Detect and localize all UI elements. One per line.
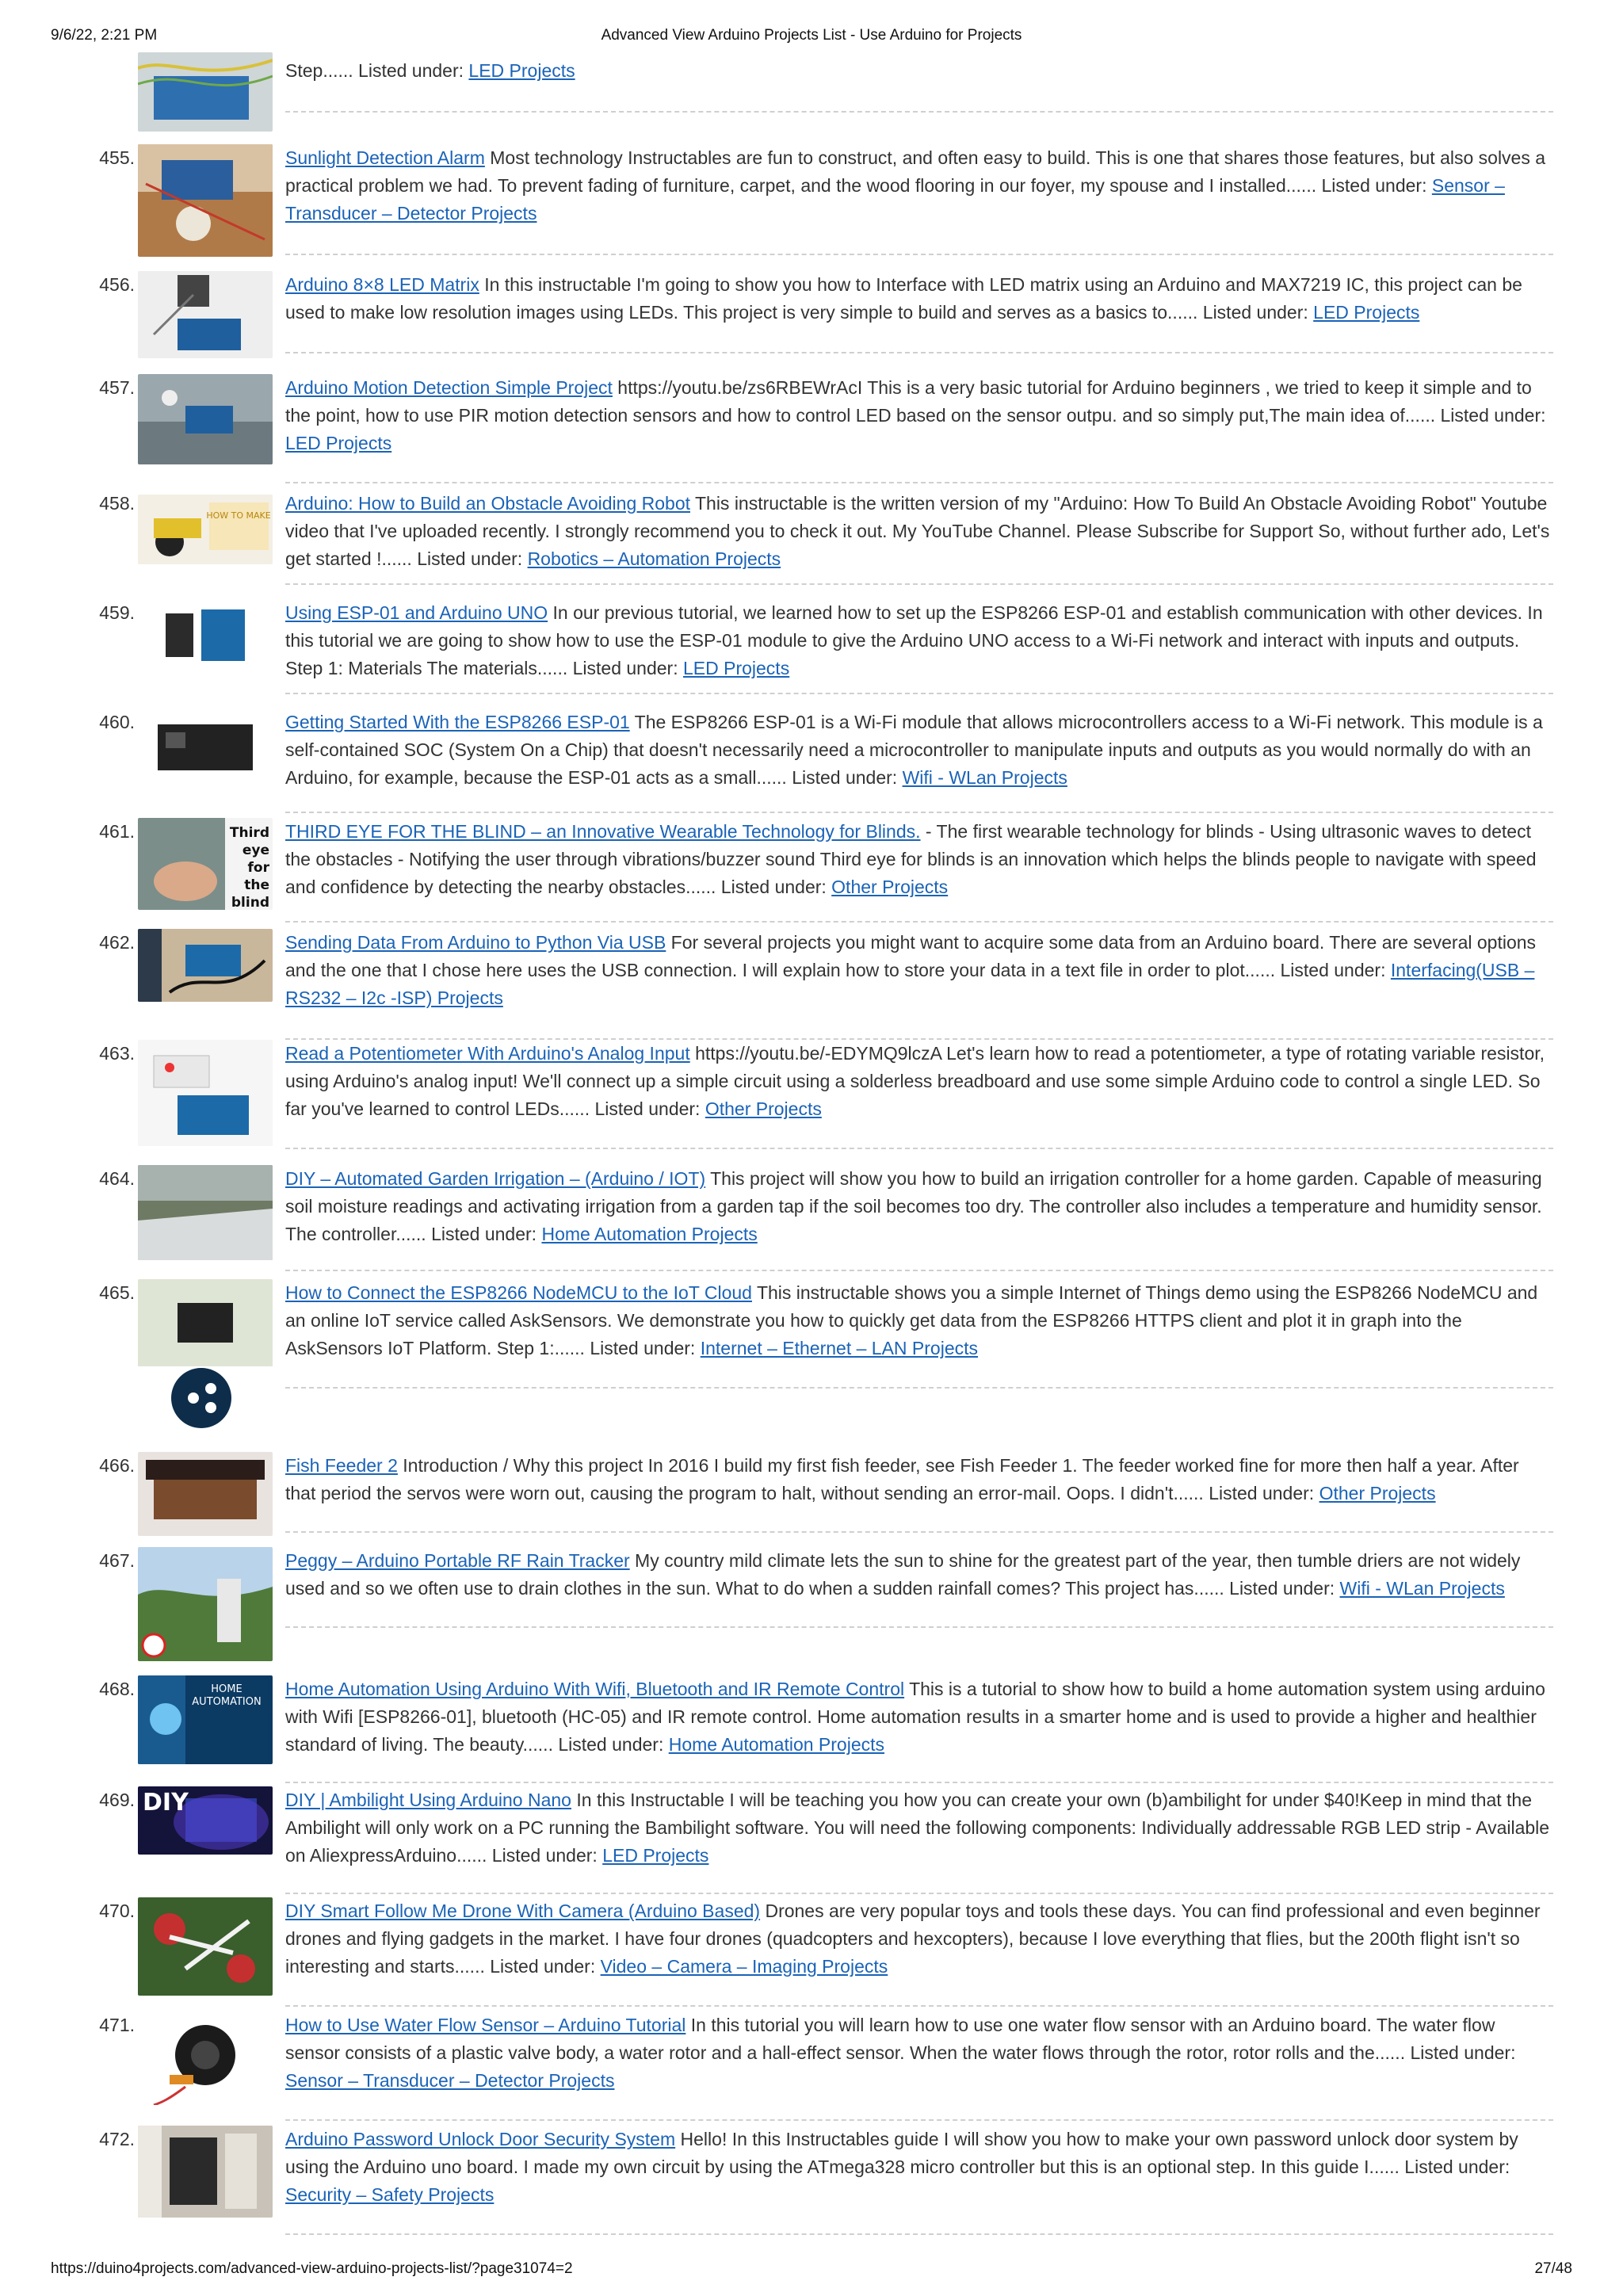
separator bbox=[285, 254, 1553, 255]
project-title-link[interactable]: DIY | Ambilight Using Arduino Nano bbox=[285, 1790, 571, 1810]
project-title-link[interactable]: Arduino 8×8 LED Matrix bbox=[285, 274, 479, 295]
item-text: DIY Smart Follow Me Drone With Camera (Arduino Based) Drones are very popular toys and tools these days. You can find professional and even beginner drones and flying gadgets in the market. I have four drones (quadcopters and hexcopters), because I love everything that flies, but the 200th flight isn't so interesting and starts...... Listed under: Video – Camera – Imaging Projects bbox=[285, 1901, 1541, 1977]
item-text: Fish Feeder 2 Introduction / Why this project In 2016 I build my first fish feeder, see Fish Feeder 1. The feeder worked fine for more then half a year. After that period the servos were worn out, causing the program to halt, without sending an error-mail. Oops. I didn't...... Listed under: Other Projects bbox=[285, 1455, 1519, 1503]
separator bbox=[285, 352, 1553, 353]
category-link[interactable]: LED Projects bbox=[285, 433, 392, 453]
item-number: 461. bbox=[99, 821, 135, 842]
item-number: 467. bbox=[99, 1550, 135, 1571]
print-url: https://duino4projects.com/advanced-view-arduino-projects-list/?page31074=2 bbox=[51, 2260, 573, 2277]
item-text: Home Automation Using Arduino With Wifi, Bluetooth and IR Remote Control This is a tutorial to show how to build a home automation system using arduino with Wifi [ESP8266-01], bluetooth (HC-05) and IR remote control. Home automation results in a smarter home and is used to provide a higher and healthier standard of living. The beauty...... Listed under: Home Automation Projects bbox=[285, 1679, 1545, 1755]
separator bbox=[285, 1626, 1553, 1628]
item-text: Arduino: How to Build an Obstacle Avoiding Robot This instructable is the written version of my "Arduino: How To Build An Obstacle Avoiding Robot" Youtube video that I've uploaded recently. I strongly recommend you to check it out. My YouTube Channel. Please Subscribe for Support So, without further ado, Let's get started !...... Listed under: Robotics – Automation Projects bbox=[285, 493, 1550, 569]
project-thumbnail[interactable] bbox=[138, 716, 273, 778]
project-title-link[interactable]: Using ESP-01 and Arduino UNO bbox=[285, 602, 548, 623]
category-link[interactable]: Wifi - WLan Projects bbox=[902, 767, 1067, 788]
category-link[interactable]: Other Projects bbox=[831, 877, 949, 897]
project-thumbnail[interactable] bbox=[138, 271, 273, 358]
print-date: 9/6/22, 2:21 PM bbox=[51, 27, 158, 44]
project-thumbnail[interactable] bbox=[138, 606, 273, 667]
item-number: 457. bbox=[99, 377, 135, 398]
separator bbox=[285, 482, 1553, 483]
project-title-link[interactable]: How to Connect the ESP8266 NodeMCU to the IoT Cloud bbox=[285, 1282, 752, 1303]
category-link[interactable]: Sensor – Transducer – Detector Projects bbox=[285, 2070, 615, 2091]
separator bbox=[285, 1387, 1553, 1389]
separator bbox=[285, 2005, 1553, 2007]
project-title-link[interactable]: Home Automation Using Arduino With Wifi, Bluetooth and IR Remote Control bbox=[285, 1679, 905, 1699]
project-thumbnail[interactable] bbox=[138, 1897, 273, 1996]
item-number: 455. bbox=[99, 147, 135, 168]
project-thumbnail[interactable] bbox=[138, 144, 273, 257]
category-link[interactable]: LED Projects bbox=[468, 60, 575, 81]
separator bbox=[285, 111, 1553, 113]
item-text: DIY | Ambilight Using Arduino Nano In this Instructable I will be teaching you how you can create your own (b)ambilight for under $40!Keep in mind that the Ambilight will only work on a PC running the Bambilight software. You will need the following components: Individually addressable RGB LED strip - Available on AliexpressArduino...... Listed under: LED Projects bbox=[285, 1790, 1550, 1866]
project-title-link[interactable]: THIRD EYE FOR THE BLIND – an Innovative Wearable Technology for Blinds. bbox=[285, 821, 921, 842]
item-number: 456. bbox=[99, 274, 135, 295]
thumbnail-caption: DIY bbox=[143, 1789, 189, 1817]
item-text: Step...... Listed under: LED Projects bbox=[285, 60, 575, 81]
project-thumbnail[interactable] bbox=[138, 1165, 273, 1260]
project-title-link[interactable]: Arduino Password Unlock Door Security System bbox=[285, 2129, 676, 2149]
category-link[interactable]: Sensor – Transducer – Detector Projects bbox=[285, 175, 1505, 223]
category-link[interactable]: Home Automation Projects bbox=[541, 1224, 758, 1244]
print-page-title: Advanced View Arduino Projects List - Use Arduino for Projects bbox=[601, 27, 1022, 44]
separator bbox=[285, 1270, 1553, 1271]
project-title-link[interactable]: Getting Started With the ESP8266 ESP-01 bbox=[285, 712, 630, 732]
project-thumbnail[interactable] bbox=[138, 1452, 273, 1536]
item-number: 471. bbox=[99, 2015, 135, 2035]
item-number: 468. bbox=[99, 1679, 135, 1699]
item-text: Getting Started With the ESP8266 ESP-01 The ESP8266 ESP-01 is a Wi-Fi module that allows microcontrollers access to a Wi-Fi network. This module is a self-contained SOC (System On a Chip) that doesn't necessarily need a microcontroller to manipulate inputs and outputs as you would normally do with an Arduino, for example, because the ESP-01 acts as a small...... Listed under: Wifi - WLan Projects bbox=[285, 712, 1543, 788]
separator bbox=[285, 2233, 1553, 2235]
separator bbox=[285, 921, 1553, 923]
item-number: 470. bbox=[99, 1901, 135, 1921]
category-link[interactable]: Other Projects bbox=[705, 1098, 822, 1119]
item-text: Arduino Password Unlock Door Security System Hello! In this Instructables guide I will show you how to make your own password unlock door system by using the Arduino uno board. I made my own circuit by using the ATmega328 micro controller but this is an optional step. In this guide I...... Listed under: Security – Safety Projects bbox=[285, 2129, 1518, 2205]
item-text: Arduino Motion Detection Simple Project https://youtu.be/zs6RBEWrAcI This is a very basic tutorial for Arduino beginners , we tried to keep it simple and to the point, how to use PIR motion detection sensors and how to control LED based on the sensor outpu. and so simply put,The main idea of...... Listed under: LED Projects bbox=[285, 377, 1546, 453]
svg-text:HOW TO MAKE: HOW TO MAKE bbox=[206, 510, 271, 521]
item-text: THIRD EYE FOR THE BLIND – an Innovative Wearable Technology for Blinds. - The first wearable technology for blinds - Using ultrasonic waves to detect the obstacles - Notifying the user through vibrations/buzzer sound Third eye for blinds is an innovation which helps the blinds people to navigate with speed and confidence by detecting the nearby obstacles...... Listed under: Other Projects bbox=[285, 821, 1537, 897]
project-title-link[interactable]: Peggy – Arduino Portable RF Rain Tracker bbox=[285, 1550, 630, 1571]
item-text: Read a Potentiometer With Arduino's Analog Input https://youtu.be/-EDYMQ9lczA Let's learn how to read a potentiometer, a type of rotating variable resistor, using Arduino's analog input! We'll connect up a simple circuit using a solderless breadboard and use some simple Arduino code to control a single LED. So far you've learned to control LEDs...... Listed under: Other Projects bbox=[285, 1043, 1545, 1119]
item-number: 462. bbox=[99, 932, 135, 953]
item-number: 466. bbox=[99, 1455, 135, 1476]
project-thumbnail[interactable] bbox=[138, 1279, 273, 1435]
item-number: 464. bbox=[99, 1168, 135, 1189]
category-link[interactable]: LED Projects bbox=[602, 1845, 709, 1866]
separator bbox=[285, 693, 1553, 694]
thumbnail-caption: HOME AUTOMATION bbox=[192, 1683, 262, 1708]
print-page-number: 27/48 bbox=[1534, 2260, 1572, 2277]
category-link[interactable]: LED Projects bbox=[682, 658, 790, 678]
project-title-link[interactable]: How to Use Water Flow Sensor – Arduino Tutorial bbox=[285, 2015, 686, 2035]
item-number: 458. bbox=[99, 493, 135, 514]
print-header bbox=[51, 27, 1572, 49]
separator bbox=[285, 812, 1553, 813]
project-thumbnail[interactable] bbox=[138, 929, 273, 1002]
item-number: 459. bbox=[99, 602, 135, 623]
item-number: 469. bbox=[99, 1790, 135, 1810]
item-text: Using ESP-01 and Arduino UNO In our previous tutorial, we learned how to set up the ESP8266 ESP-01 and establish communication with other devices. In this tutorial we are going to show how to use the ESP-01 module to give the Arduino UNO access to a Wi-Fi network and interact with inputs and outputs. Step 1: Materials The materials...... Listed under: LED Projects bbox=[285, 602, 1543, 678]
project-thumbnail[interactable] bbox=[138, 1786, 273, 1855]
item-text: How to Use Water Flow Sensor – Arduino Tutorial In this tutorial you will learn how to use one water flow sensor with an Arduino board. The water flow sensor consists of a plastic valve body, a water rotor and a hall-effect sensor. When the water flows through the rotor, rotor rolls and the...... Listed under: Sensor – Transducer – Detector Projects bbox=[285, 2015, 1516, 2091]
project-thumbnail[interactable] bbox=[138, 495, 273, 564]
project-thumbnail[interactable] bbox=[138, 374, 273, 464]
item-number: 460. bbox=[99, 712, 135, 732]
category-link[interactable]: Video – Camera – Imaging Projects bbox=[600, 1956, 888, 1977]
category-link[interactable]: Internet – Ethernet – LAN Projects bbox=[700, 1338, 979, 1358]
category-link[interactable]: Security – Safety Projects bbox=[285, 2184, 495, 2205]
item-text: Arduino 8×8 LED Matrix In this instructable I'm going to show you how to Interface with LED matrix using an Arduino and MAX7219 IC, this project can be used to make low resolution images using LEDs. This project is very simple to build and serves as a basics to...... Listed under: LED Projects bbox=[285, 274, 1522, 323]
category-link[interactable]: Home Automation Projects bbox=[668, 1734, 885, 1755]
project-thumbnail[interactable] bbox=[138, 2011, 273, 2105]
category-link[interactable]: Robotics – Automation Projects bbox=[527, 548, 781, 569]
separator bbox=[285, 1148, 1553, 1149]
project-thumbnail[interactable] bbox=[138, 1040, 273, 1146]
category-link[interactable]: Interfacing(USB – RS232 – I2c -ISP) Projects bbox=[285, 960, 1535, 1008]
item-number: 472. bbox=[99, 2129, 135, 2149]
project-title-link[interactable]: Read a Potentiometer With Arduino's Analog Input bbox=[285, 1043, 690, 1064]
project-thumbnail[interactable] bbox=[138, 1547, 273, 1661]
project-title-link[interactable]: Fish Feeder 2 bbox=[285, 1455, 398, 1476]
separator bbox=[285, 1531, 1553, 1533]
project-title-link[interactable]: Sending Data From Arduino to Python Via USB bbox=[285, 932, 666, 953]
project-title-link[interactable]: Arduino Motion Detection Simple Project bbox=[285, 377, 613, 398]
thumbnail-caption: Third eye for the blind bbox=[229, 825, 269, 910]
separator bbox=[285, 583, 1553, 585]
category-link[interactable]: LED Projects bbox=[1313, 302, 1420, 323]
project-title-link[interactable]: DIY Smart Follow Me Drone With Camera (Arduino Based) bbox=[285, 1901, 761, 1921]
print-footer bbox=[51, 2260, 1572, 2283]
project-title-link[interactable]: Arduino: How to Build an Obstacle Avoiding Robot bbox=[285, 493, 690, 514]
separator bbox=[285, 1893, 1553, 1894]
project-thumbnail[interactable] bbox=[138, 2126, 273, 2218]
item-text: DIY – Automated Garden Irrigation – (Arduino / IOT) This project will show you how to build an irrigation controller for a home garden. Capable of measuring soil moisture readings and activating irrigation from a garden tap if the soil becomes too dry. The controller also includes a temperature and humidity sensor. The controller...... Listed under: Home Automation Projects bbox=[285, 1168, 1542, 1244]
item-number: 465. bbox=[99, 1282, 135, 1303]
separator bbox=[285, 1782, 1553, 1783]
separator bbox=[285, 2119, 1553, 2121]
project-thumbnail[interactable] bbox=[138, 818, 273, 910]
item-number: 463. bbox=[99, 1043, 135, 1064]
project-thumbnail[interactable] bbox=[138, 1675, 273, 1764]
category-link[interactable]: Other Projects bbox=[1319, 1483, 1436, 1503]
category-link[interactable]: Wifi - WLan Projects bbox=[1339, 1578, 1505, 1599]
item-text: How to Connect the ESP8266 NodeMCU to the IoT Cloud This instructable shows you a simple Internet of Things demo using the ESP8266 NodeMCU and an online IoT service called AskSensors. We demonstrate you how to quickly get data from the ESP8266 HTTPS client and plot it in graph into the AskSensors IoT Platform. Step 1:...... Listed under: Internet – Ethernet – LAN Projects bbox=[285, 1282, 1538, 1358]
item-text: Sunlight Detection Alarm Most technology Instructables are fun to construct, and often easy to build. This is one that shares those features, but also solves a practical problem we had. To prevent fading of furniture, carpet, and the wood flooring in our foyer, my spouse and I installed...... Listed under: Sensor – Transducer – Detector Projects bbox=[285, 147, 1546, 223]
project-title-link[interactable]: Sunlight Detection Alarm bbox=[285, 147, 485, 168]
project-title-link[interactable]: DIY – Automated Garden Irrigation – (Arduino / IOT) bbox=[285, 1168, 706, 1189]
project-thumbnail bbox=[138, 52, 273, 132]
item-text: Sending Data From Arduino to Python Via USB For several projects you might want to acquire some data from an Arduino board. There are several options and the one that I chose here uses the USB connection. I will explain how to store your data in a text file in order to plot...... Listed under: Interfacing(USB – RS232 – I2c -ISP) Projects bbox=[285, 932, 1537, 1008]
item-text: Peggy – Arduino Portable RF Rain Tracker My country mild climate lets the sun to shine for the greatest part of the year, then tumble driers are not widely used and so we often use to drain clothes in the sun. What to do when a sudden rainfall comes? This project has...... Listed under: Wifi - WLan Projects bbox=[285, 1550, 1521, 1599]
